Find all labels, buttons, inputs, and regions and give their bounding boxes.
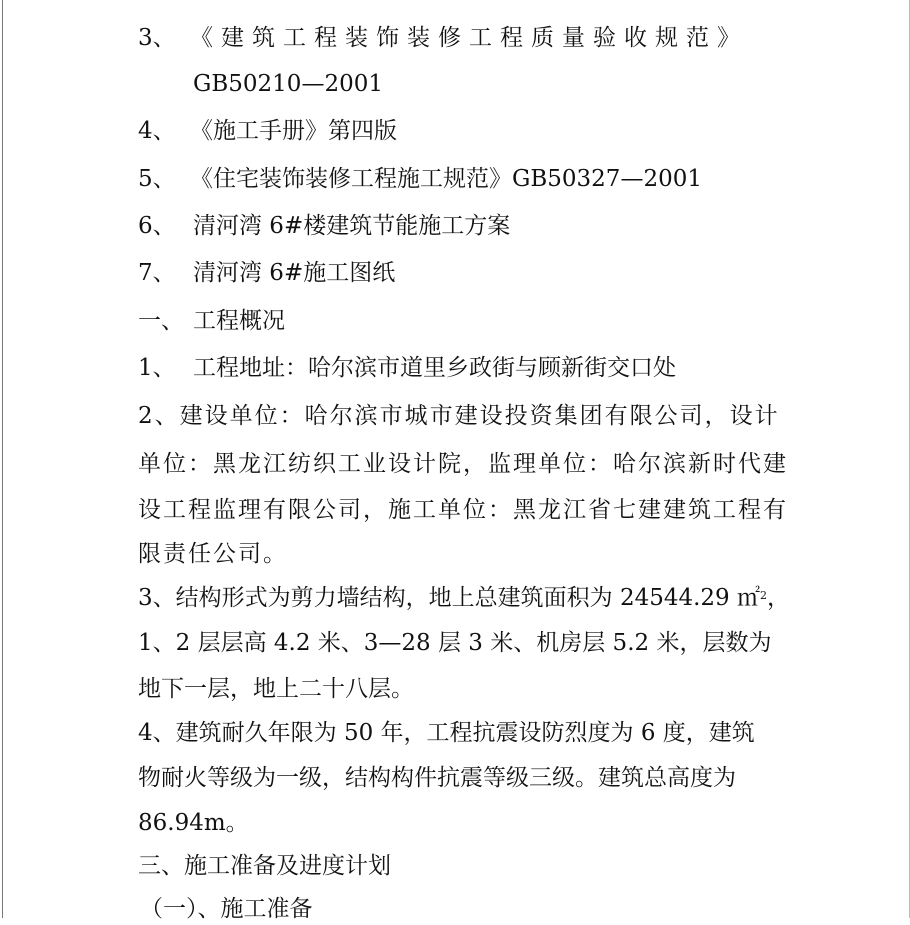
section-heading: 三、施工准备及进度计划 (138, 853, 391, 879)
reference-title: 《住宅装饰装修工程施工规范》GB50327—2001 (190, 166, 702, 192)
paragraph-line: 限责任公司。 (138, 541, 288, 567)
section-heading: 工程概况 (193, 308, 285, 334)
reference-title: 《建筑工程装饰装修工程质量验收规范》 (190, 25, 748, 51)
paragraph-line: 4、建筑耐久年限为 50 年，工程抗震设防烈度为 6 度，建筑 (138, 720, 755, 746)
paragraph-line: 设工程监理有限公司，施工单位：黑龙江省七建建筑工程有 (138, 497, 788, 523)
reference-title: 清河湾 6#施工图纸 (193, 260, 396, 286)
paragraph-line: 单位：黑龙江纺织工业设计院，监理单位：哈尔滨新时代建 (138, 451, 788, 477)
list-number: 5、 (138, 166, 176, 192)
paragraph-line: 地下一层，地上二十八层。 (138, 676, 414, 702)
list-number: 7、 (138, 260, 176, 286)
reference-code: GB50210—2001 (193, 71, 383, 97)
superscript: 2 (760, 589, 767, 602)
list-number: 1、 (138, 355, 176, 381)
paragraph-line: 86.94m。 (138, 810, 249, 836)
section-number: 一、 (138, 308, 184, 334)
paragraph-line: 工程地址：哈尔滨市道里乡政街与顾新街交口处 (193, 355, 676, 381)
paragraph-line: 1、2 层层高 4.2 米、3—28 层 3 米、机房层 5.2 米，层数为 (138, 630, 772, 656)
paragraph-line: 2、建设单位：哈尔滨市城市建设投资集团有限公司，设计 (138, 403, 780, 429)
paragraph-line: 物耐火等级为一级，结构构件抗震等级三级。建筑总高度为 (138, 765, 736, 791)
paragraph-punctuation: ， (767, 585, 790, 611)
list-number: 3、 (138, 25, 176, 51)
reference-title: 清河湾 6#楼建筑节能施工方案 (193, 213, 511, 239)
list-number: 6、 (138, 213, 176, 239)
list-number: 4、 (138, 118, 176, 144)
subsection-heading: （一）、施工准备 (140, 896, 313, 922)
page-edge-left (2, 0, 3, 918)
paragraph-line (138, 582, 790, 614)
reference-title: 《施工手册》第四版 (190, 118, 397, 144)
paragraph-text: 3、结构形式为剪力墙结构，地上总建筑面积为 24544.29 ㎡ (138, 585, 760, 611)
